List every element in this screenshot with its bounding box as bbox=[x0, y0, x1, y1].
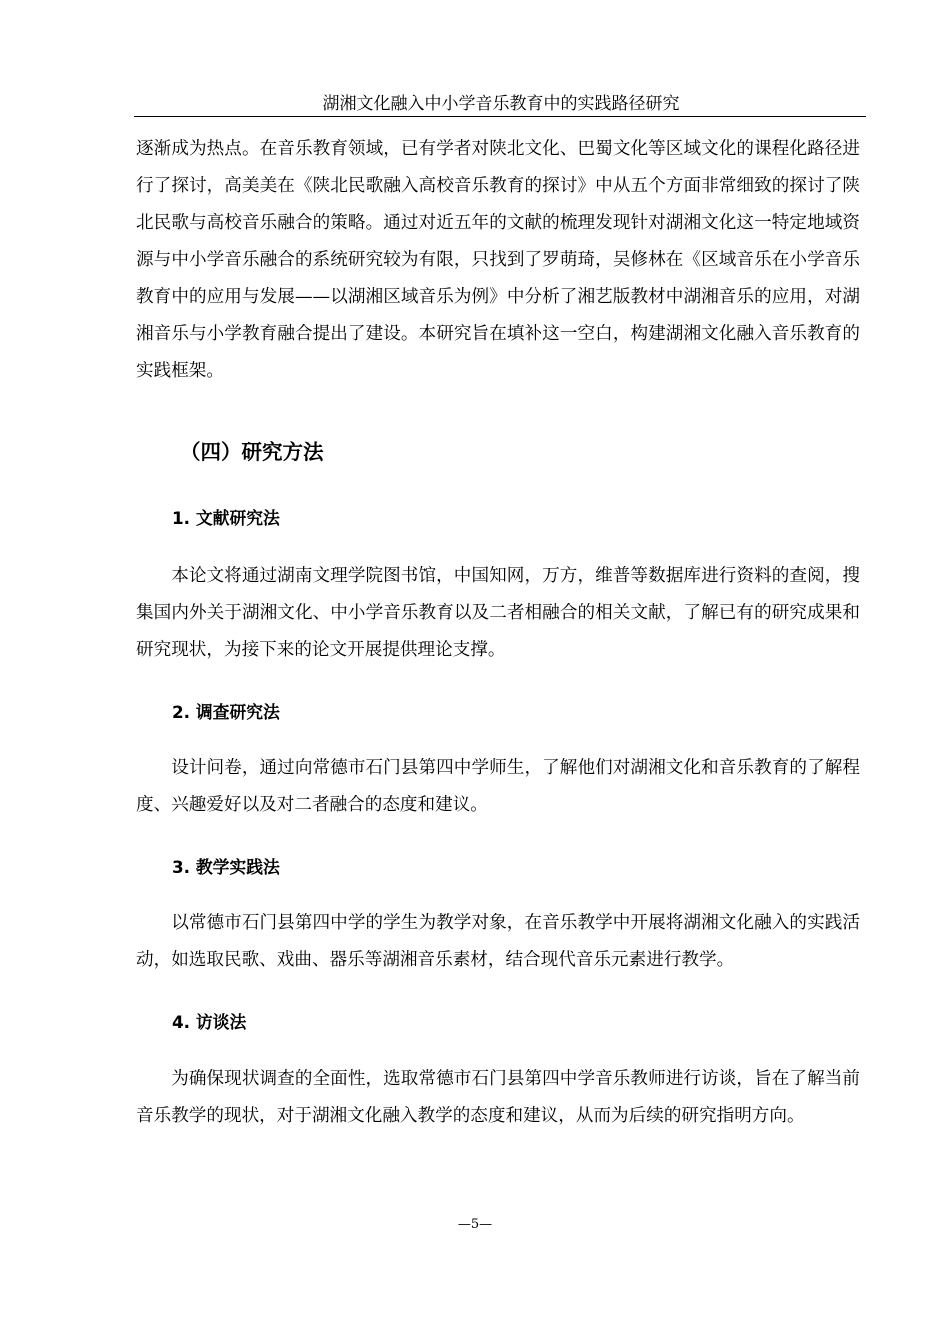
method-heading-interview: 4. 访谈法 bbox=[172, 1012, 247, 1032]
method-text-survey: 设计问卷，通过向常德市石门县第四中学师生，了解他们对湖湘文化和音乐教育的了解程度、兴趣爱好以及对二者融合的态度和建议。 bbox=[136, 758, 860, 815]
method-heading-survey: 2. 调查研究法 bbox=[172, 702, 280, 722]
method-heading-teaching-practice: 3. 教学实践法 bbox=[172, 857, 280, 877]
intro-paragraph: 逐渐成为热点。在音乐教育领域，已有学者对陕北文化、巴蜀文化等区域文化的课程化路径进行了探讨，高美美在《陕北民歌融入高校音乐教育的探讨》中从五个方面非常细致的探讨了陕北民歌与高校音乐融合的策略。通过对近五年的文献的梳理发现针对湖湘文化这一特定地域资源与中小学音乐融合的系统研究较为有限，只找到了罗萌琦，吴修林在《区域音乐在小学音乐教育中的应用与发展——以湖湘区域音乐为例》中分析了湘艺版教材中湖湘音乐的应用，对湖湘音乐与小学教育融合提出了建设。本研究旨在填补这一空白，构建湖湘文化融入音乐教育的实践框架。 bbox=[136, 139, 860, 381]
section-heading: （四）研究方法 bbox=[180, 440, 324, 464]
method-text-interview: 为确保现状调查的全面性，选取常德市石门县第四中学音乐教师进行访谈，旨在了解当前音乐教学的现状，对于湖湘文化融入教学的态度和建议，从而为后续的研究指明方向。 bbox=[136, 1069, 860, 1126]
page-number: —5— bbox=[457, 1217, 493, 1232]
method-text-teaching-practice: 以常德市石门县第四中学的学生为教学对象，在音乐教学中开展将湖湘文化融入的实践活动，如选取民歌、戏曲、器乐等湖湘音乐素材，结合现代音乐元素进行教学。 bbox=[136, 913, 860, 970]
method-heading-literature: 1. 文献研究法 bbox=[172, 508, 280, 528]
page-body bbox=[136, 131, 860, 1135]
method-text-literature: 本论文将通过湖南文理学院图书馆，中国知网，万方，维普等数据库进行资料的查阅，搜集国内外关于湖湘文化、中小学音乐教育以及二者相融合的相关文献，了解已有的研究成果和研究现状，为接下来的论文开展提供理论支撑。 bbox=[136, 566, 860, 660]
header-rule bbox=[134, 116, 866, 117]
running-header-title: 湖湘文化融入中小学音乐教育中的实践路径研究 bbox=[322, 94, 680, 114]
